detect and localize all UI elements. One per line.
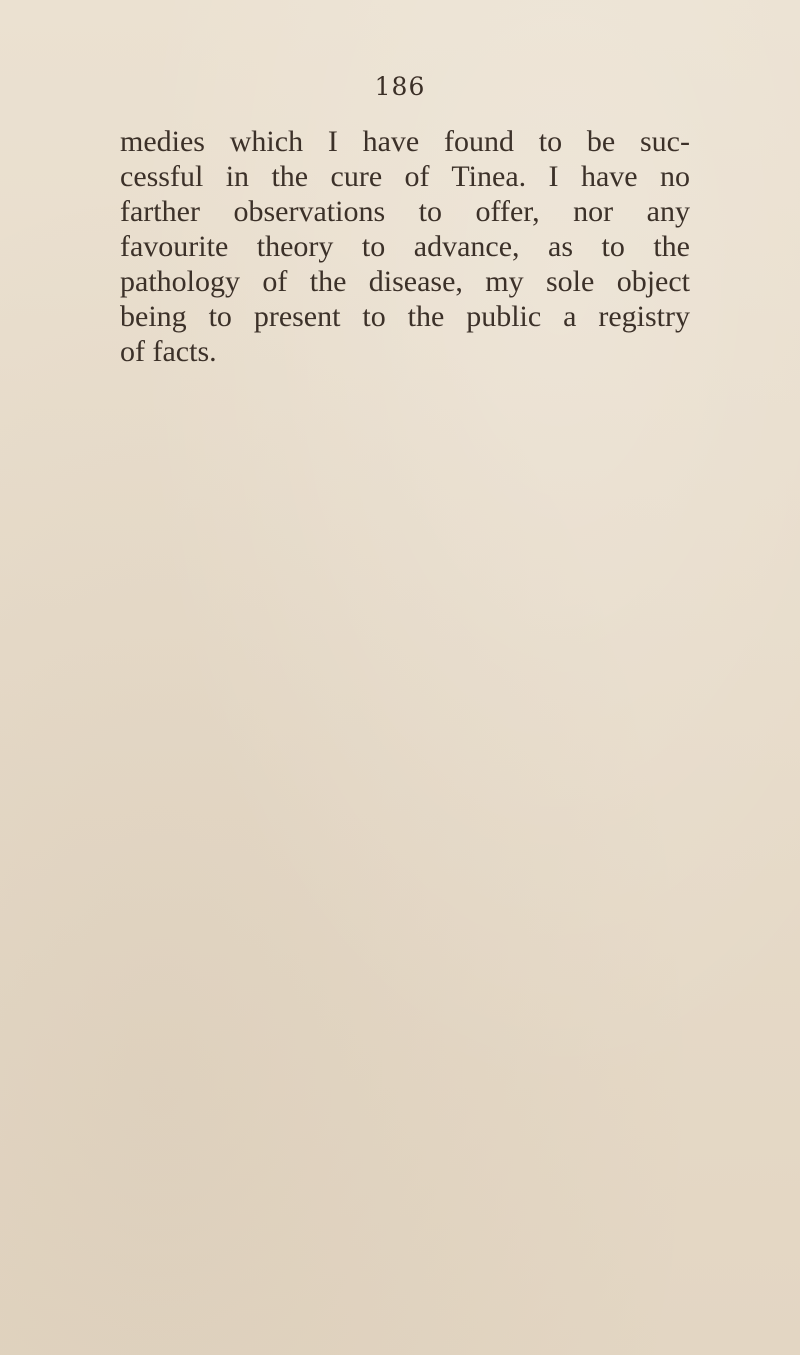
body-paragraph — [120, 124, 690, 369]
page-number: 186 — [374, 72, 426, 101]
text-line-4: favourite theory to advance, as to the — [120, 230, 690, 263]
text-line-2: cessful in the cure of Tinea. I have no — [120, 160, 690, 193]
show-through-texture — [150, 450, 710, 1170]
text-line-7: of facts. — [120, 335, 217, 368]
text-line-1: medies which I have found to be suc- — [120, 125, 690, 158]
text-line-5: pathology of the disease, my sole object — [120, 265, 690, 298]
text-line-3: farther observations to offer, nor any — [120, 195, 690, 228]
text-line-6: being to present to the public a registry — [120, 300, 690, 333]
